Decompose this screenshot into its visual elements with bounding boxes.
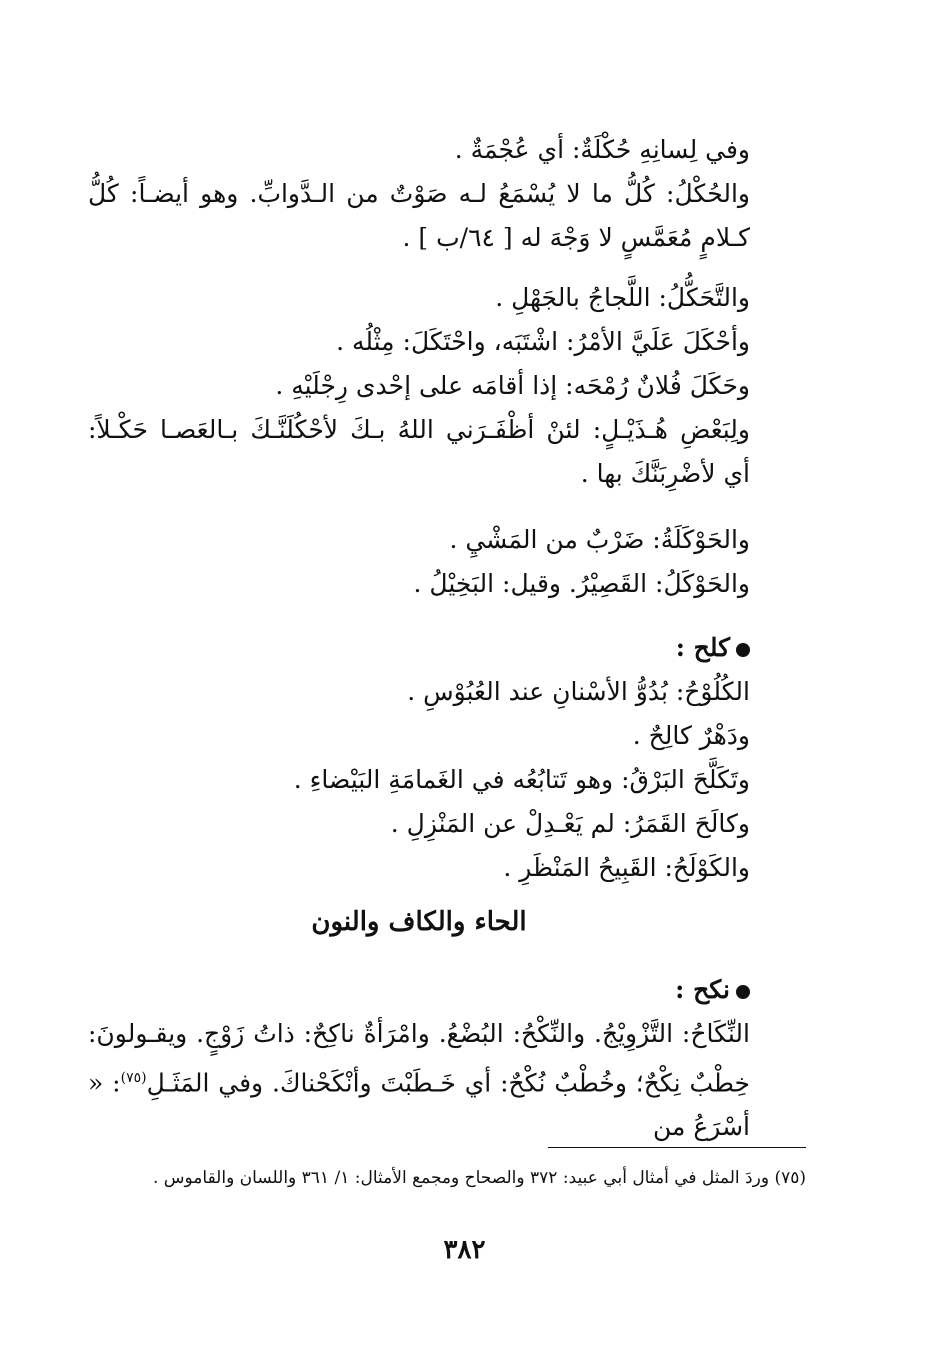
entry-heading-label: كلح : <box>675 633 730 662</box>
text-line: وحَكَلَ فُلانٌ رُمْحَه: إذا أقامَه على إحْدى رِجْلَيْهِ . <box>275 371 750 400</box>
entry-klh <box>88 626 750 890</box>
text-paragraph: ولِبَعْضِ هُـذَيْـلٍ: لئنْ أظْفَـرَني اللهُ بـكَ لأحْكُلَنَّـكَ بـالعَصـا حَكْـلاً: أي لأضْرِبَنَّكَ بها . <box>88 415 750 488</box>
text-block-3 <box>88 518 750 606</box>
entry-heading <box>88 626 750 670</box>
text-line: الكُلُوْحُ: بُدُوُّ الأسْنانِ عند العُبُوْسِ . <box>407 677 750 706</box>
text-block-1 <box>88 128 750 260</box>
text-line: ودَهْرٌ كالِحٌ . <box>632 721 750 750</box>
entry-text: النِّكَاحُ: التَّزْوِيْجُ. والنِّكْحُ: البُضْعُ. وامْرَأةٌ ناكِحٌ: ذاتُ زَوْجٍ. ويقـولونَ: خِطْبٌ نِكْحٌ؛ وخُطْبٌ نُكْحٌ: أي خَـطَبْتَ وأنْكَحْناكَ. وفي المَثَـلِ <box>88 1019 750 1098</box>
entry-text-end: : « أسْرَعُ من <box>88 1068 750 1142</box>
entry-heading-label: نكح : <box>675 975 730 1004</box>
text-line: وكالَحَ القَمَرُ: لم يَعْـدِلْ عن المَنْزِلِ . <box>390 809 750 838</box>
footnote-reference: (٧٥) <box>120 1070 147 1086</box>
text-line: والكَوْلَحُ: القَبِيحُ المَنْظَرِ . <box>503 853 750 882</box>
text-line: والحَوْكَلُ: القَصِيْرُ. وقيل: البَخِيْلُ . <box>413 569 750 598</box>
text-paragraph <box>88 1012 750 1149</box>
entry-heading <box>88 968 750 1012</box>
text-block-2 <box>88 276 750 496</box>
text-line: وفي لِسانِهِ حُكْلَةٌ: أي عُجْمَةٌ . <box>454 135 750 164</box>
footnote-divider <box>548 1147 806 1148</box>
bullet-icon <box>736 985 750 999</box>
footnote: (٧٥) وردَ المثل في أمثال أبي عبيد: ٣٧٢ والصحاح ومجمع الأمثال: ١/ ٣٦١ واللسان والقاموس . <box>152 1168 806 1188</box>
bullet-icon <box>736 643 750 657</box>
text-paragraph: والحُكْلُ: كُلُّ ما لا يُسْمَعُ لـه صَوْتٌ من الـدَّوابِّ. وهو أيضـاً: كُلُّ كـلامٍ مُعَمَّسٍ لا وَجْهَ له [ ٦٤/ب ] . <box>88 179 750 252</box>
section-heading: الحاء والكاف والنون <box>311 907 527 937</box>
page-number: ٣٨٢ <box>443 1235 486 1265</box>
text-line: وأحْكَلَ عَلَيَّ الأمْرُ: اشْتَبَه، واحْتَكَلَ: مِثْلُه . <box>336 327 750 356</box>
text-line: وتَكَلَّحَ البَرْقُ: وهو تَتابُعُه في الغَمامَةِ البَيْضاءِ . <box>293 765 750 794</box>
entry-nkh <box>88 968 750 1149</box>
text-line: والتَّحَكُّلُ: اللَّجاجُ بالجَهْلِ . <box>495 283 750 312</box>
text-line: والحَوْكَلَةُ: ضَرْبٌ من المَشْيِ . <box>449 525 750 554</box>
